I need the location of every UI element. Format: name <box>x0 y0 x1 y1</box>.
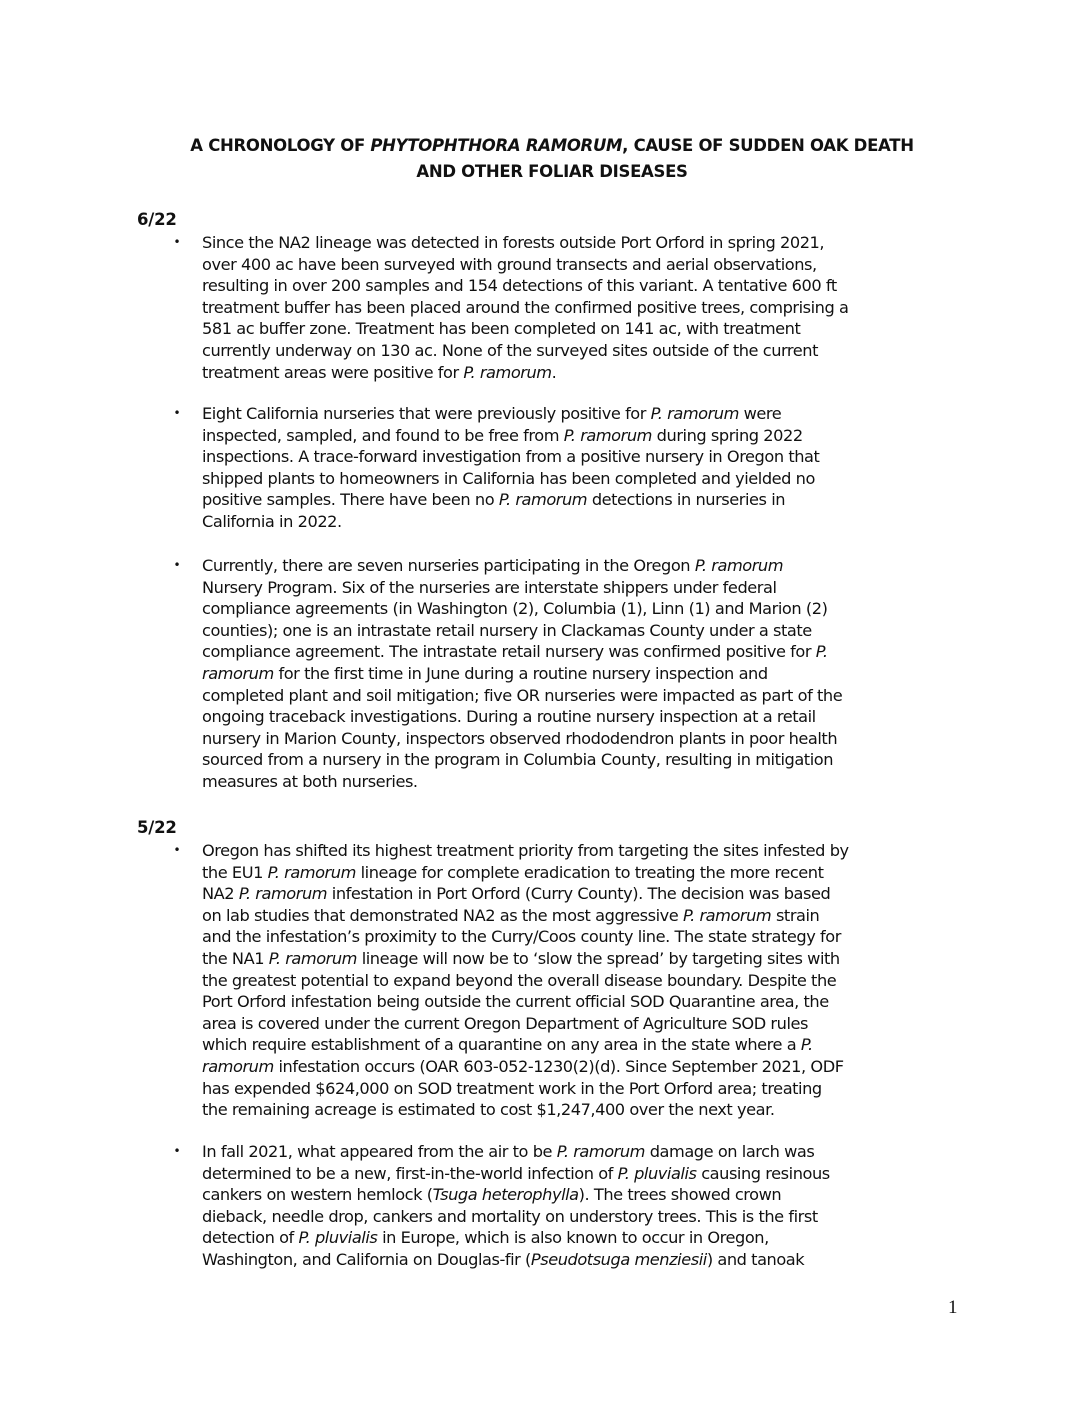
text-line <box>202 318 992 340</box>
text: Since the NA2 lineage was detected in forests outside Port Orford in spring 2021, <box>202 233 825 252</box>
text: the greatest potential to expand beyond the overall disease boundary. Despite the <box>202 970 837 990</box>
text-line <box>202 297 992 319</box>
text: positive samples. There have been no <box>202 490 499 510</box>
document-title <box>137 133 967 185</box>
text: cankers on western hemlock ( <box>202 1185 433 1205</box>
text: infestation in Port Orford (Curry County). The decision was based <box>327 884 831 904</box>
text: shipped plants to homeowners in California has been completed and yielded no <box>202 468 815 488</box>
text: strain <box>771 905 820 925</box>
text-line <box>202 663 992 685</box>
text-line <box>202 468 992 490</box>
italic-text: P. ramorum <box>556 1142 646 1161</box>
text-line <box>202 1013 992 1035</box>
italic-text: P. ramorum <box>694 556 784 575</box>
text: ongoing traceback investigations. During a routine nursery inspection at a retail <box>202 707 816 727</box>
text: sourced from a nursery in the program in Columbia County, resulting in mitigation <box>202 750 834 770</box>
text-line <box>202 446 992 468</box>
text: area is covered under the current Oregon Department of Agriculture SOD rules <box>202 1013 808 1033</box>
text: Eight California nurseries that were previously positive for <box>202 404 651 423</box>
paragraph <box>202 232 992 383</box>
paragraph <box>202 840 992 1121</box>
text-line <box>202 1227 992 1249</box>
text-line <box>202 685 992 707</box>
text: which require establishment of a quarantine on any area in the state where a <box>202 1035 801 1055</box>
text-line <box>202 641 992 663</box>
paragraph <box>202 403 992 533</box>
text: the EU1 <box>202 862 268 882</box>
text-line <box>202 749 992 771</box>
text: determined to be a new, first-in-the-world infection of <box>202 1163 618 1183</box>
paragraph <box>202 1141 992 1271</box>
text: Port Orford infestation being outside the current official SOD Quarantine area, the <box>202 992 829 1012</box>
italic-text: P. ramorum <box>682 905 772 925</box>
bullet-icon: • <box>173 406 181 420</box>
text-line <box>202 275 992 297</box>
text: the remaining acreage is estimated to cost $1,247,400 over the next year. <box>202 1100 775 1120</box>
text: detections in nurseries in <box>587 490 786 510</box>
text-line <box>202 232 992 254</box>
text: over 400 ac have been surveyed with ground transects and aerial observations, <box>202 254 817 274</box>
italic-text: Pseudotsuga menziesii <box>530 1249 707 1269</box>
section-date-heading: 5/22 <box>137 818 177 837</box>
text: . <box>551 362 557 382</box>
text-line <box>202 883 992 905</box>
text: NA2 <box>202 884 239 904</box>
text: ) and tanoak <box>706 1249 805 1269</box>
text-line <box>202 905 992 927</box>
text-line <box>202 1249 992 1271</box>
text: damage on larch was <box>645 1142 815 1161</box>
text: in Europe, which is also known to occur in Oregon, <box>377 1228 769 1248</box>
text-line <box>202 1184 992 1206</box>
text: has expended $624,000 on SOD treatment work in the Port Orford area; treating <box>202 1078 822 1098</box>
text-line <box>202 555 992 577</box>
text-line <box>202 489 992 511</box>
text: causing resinous <box>696 1163 830 1183</box>
italic-text: P. pluvialis <box>617 1163 697 1183</box>
italic-text: P. ramorum <box>463 362 552 382</box>
text-line <box>202 620 992 642</box>
text-line <box>202 862 992 884</box>
text: lineage for complete eradication to treating the more recent <box>355 862 824 882</box>
italic-text: ramorum <box>202 663 274 683</box>
text: In fall 2021, what appeared from the air to be <box>202 1142 557 1161</box>
bullet-icon: • <box>173 235 181 249</box>
text: counties); one is an intrastate retail nursery in Clackamas County under a state <box>202 620 812 640</box>
page-number: 1 <box>948 1297 958 1318</box>
text-line <box>202 340 992 362</box>
text: treatment areas were positive for <box>202 362 464 382</box>
text: 581 ac buffer zone. Treatment has been completed on 141 ac, with treatment <box>202 319 801 339</box>
text: Currently, there are seven nurseries participating in the Oregon <box>202 556 695 575</box>
text: on lab studies that demonstrated NA2 as the most aggressive <box>202 905 683 925</box>
text: A CHRONOLOGY OF <box>190 136 371 155</box>
text: during spring 2022 <box>651 425 803 445</box>
text-line <box>202 254 992 276</box>
text: compliance agreement. The intrastate retail nursery was confirmed positive for <box>202 642 816 662</box>
text: inspected, sampled, and found to be free from <box>202 425 564 445</box>
section-date-heading: 6/22 <box>137 210 177 229</box>
text: inspections. A trace-forward investigation from a positive nursery in Oregon that <box>202 447 820 467</box>
text-line <box>202 970 992 992</box>
text-line <box>202 362 992 384</box>
text: , CAUSE OF SUDDEN OAK DEATH <box>622 136 914 155</box>
text-line <box>202 598 992 620</box>
text-line <box>202 1206 992 1228</box>
text-line <box>202 577 992 599</box>
text: ). The trees showed crown <box>578 1185 782 1205</box>
text: completed plant and soil mitigation; five OR nurseries were impacted as part of the <box>202 685 843 705</box>
italic-text: P. ramorum <box>650 404 739 423</box>
italic-text: ramorum <box>202 1056 274 1076</box>
text-line <box>202 1078 992 1100</box>
italic-text: PHYTOPHTHORA RAMORUM <box>370 136 623 155</box>
title-line-2: AND OTHER FOLIAR DISEASES <box>416 162 688 181</box>
text-line <box>202 728 992 750</box>
text-line <box>202 511 992 533</box>
text-line <box>202 991 992 1013</box>
text: California in 2022. <box>202 511 342 531</box>
text: were <box>738 404 782 423</box>
text-line <box>202 840 992 862</box>
text: Oregon has shifted its highest treatment priority from targeting the sites infested by <box>202 841 849 860</box>
italic-text: P. ramorum <box>268 948 358 968</box>
text: treatment buffer has been placed around the confirmed positive trees, comprising a <box>202 297 849 317</box>
italic-text: P. ramorum <box>563 425 652 445</box>
italic-text: P. ramorum <box>267 862 356 882</box>
text-line <box>202 425 992 447</box>
italic-text: Tsuga heterophylla <box>432 1185 579 1205</box>
text: Nursery Program. Six of the nurseries are interstate shippers under federal <box>202 577 777 597</box>
italic-text: P. pluvialis <box>298 1228 378 1248</box>
text-line <box>202 1056 992 1078</box>
bullet-icon: • <box>173 1144 181 1158</box>
text: infestation occurs (OAR 603-052-1230(2)(d). Since September 2021, ODF <box>273 1056 844 1076</box>
title-line-1 <box>137 133 967 159</box>
text: Washington, and California on Douglas-fir ( <box>202 1249 531 1269</box>
text: and the infestation’s proximity to the Curry/Coos county line. The state strategy for <box>202 927 841 947</box>
text: dieback, needle drop, cankers and mortality on understory trees. This is the first <box>202 1206 818 1226</box>
bullet-icon: • <box>173 558 181 572</box>
text-line <box>202 1163 992 1185</box>
text-line <box>202 706 992 728</box>
paragraph <box>202 555 992 793</box>
text: compliance agreements (in Washington (2), Columbia (1), Linn (1) and Marion (2) <box>202 599 828 619</box>
text: nursery in Marion County, inspectors observed rhododendron plants in poor health <box>202 728 838 748</box>
text: lineage will now be to ‘slow the spread’ by targeting sites with <box>357 948 840 968</box>
text-line <box>202 926 992 948</box>
text-line <box>202 948 992 970</box>
text: the NA1 <box>202 948 269 968</box>
text-line <box>202 1141 992 1163</box>
text-line <box>202 771 992 793</box>
italic-text: P. ramorum <box>498 490 588 510</box>
text: for the first time in June during a routine nursery inspection and <box>273 663 768 683</box>
text-line <box>202 1034 992 1056</box>
bullet-icon: • <box>173 843 181 857</box>
text-line <box>202 403 992 425</box>
text: resulting in over 200 samples and 154 detections of this variant. A tentative 600 ft <box>202 276 837 296</box>
text: currently underway on 130 ac. None of the surveyed sites outside of the current <box>202 340 818 360</box>
italic-text: P. <box>815 642 828 662</box>
italic-text: P. <box>800 1035 813 1055</box>
text-line <box>202 1099 992 1121</box>
text: detection of <box>202 1228 299 1248</box>
text: measures at both nurseries. <box>202 771 418 791</box>
italic-text: P. ramorum <box>238 884 328 904</box>
